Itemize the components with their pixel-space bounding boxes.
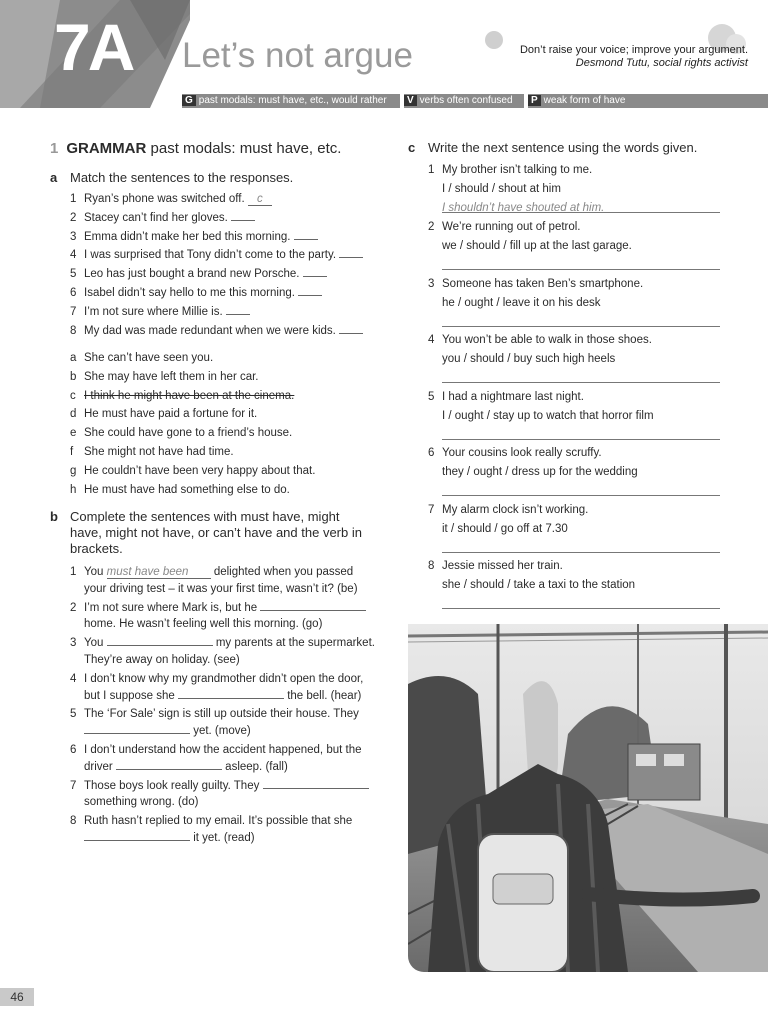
exercise-number: 1 bbox=[50, 140, 59, 157]
answer-line[interactable]: I shouldn’t have shouted at him. bbox=[442, 201, 605, 214]
part-a-responses bbox=[70, 349, 390, 499]
part-a-sentences bbox=[70, 190, 390, 340]
part-c-item-6: 6 Your cousins look really scruffy. they / ought / dress up for the wedding bbox=[428, 447, 638, 478]
answer-line[interactable] bbox=[442, 495, 720, 496]
instruction-text: Complete the sentences with must have, might bbox=[70, 509, 340, 524]
exercise-1-heading bbox=[50, 140, 341, 157]
part-c-item-4: 4 You won’t be able to walk in those shoes. you / should / buy such high heels bbox=[428, 334, 652, 365]
part-c-item-3: 3 Someone has taken Ben’s smartphone. he / ought / leave it on his desk bbox=[428, 278, 644, 309]
tag-text: past modals: must have, etc., would rather bbox=[198, 95, 387, 106]
answer-blank[interactable]: c bbox=[248, 194, 272, 206]
tag-grammar bbox=[182, 94, 400, 108]
answer-blank[interactable] bbox=[107, 634, 213, 646]
tag-letter: V bbox=[404, 95, 417, 106]
answer-blank[interactable] bbox=[339, 322, 363, 334]
part-letter: b bbox=[50, 509, 58, 524]
list-item: 3 You my parents at the supermarket. bbox=[70, 634, 390, 653]
list-item: e She could have gone to a friend’s house. bbox=[70, 427, 293, 440]
exercise-title-bold: GRAMMAR bbox=[66, 140, 147, 157]
list-item: 2 I’m not sure where Mark is, but he bbox=[70, 599, 390, 618]
answer-blank[interactable] bbox=[263, 777, 369, 789]
quote-source: Desmond Tutu, social rights activist bbox=[575, 57, 748, 69]
answer-blank[interactable] bbox=[339, 246, 363, 258]
photo-girl-on-platform bbox=[408, 624, 768, 972]
list-item: 5 Leo has just bought a brand new Porsche. bbox=[70, 265, 390, 284]
unit-title: Let’s not argue bbox=[182, 36, 413, 75]
tag-pronunciation bbox=[528, 94, 768, 108]
quote bbox=[470, 44, 748, 70]
instruction-text: brackets. bbox=[70, 541, 123, 556]
answer-blank[interactable]: must have been bbox=[107, 567, 211, 579]
list-item: h He must have had something else to do. bbox=[70, 483, 290, 496]
answer-blank[interactable] bbox=[260, 599, 366, 611]
list-item: 6 I don’t understand how the accident happened, but the bbox=[70, 743, 362, 756]
part-a-instruction bbox=[50, 170, 293, 186]
tag-letter: G bbox=[182, 95, 196, 106]
list-item: 4 I don’t know why my grandmother didn’t open the door, bbox=[70, 672, 364, 685]
answer-line[interactable] bbox=[442, 326, 720, 327]
answer-line[interactable] bbox=[442, 439, 720, 440]
part-c-item-5: 5 I had a nightmare last night. I / ought / stay up to watch that horror film bbox=[428, 391, 654, 422]
list-item: 2 Stacey can’t find her gloves. bbox=[70, 209, 390, 228]
tag-text: weak form of have bbox=[543, 95, 626, 106]
part-letter: a bbox=[50, 170, 58, 185]
answer-blank[interactable] bbox=[298, 284, 322, 296]
part-b-items: 1 You must have been delighted when you passed your driving test – it was your first time, wasn’t it? (be) 2 I’m not sure where Mark is, but he home. He wasn’t feeling well this morning. (go) 3 You my parents at the supermarket. They’re away on holiday. (see) 4 I don’t know why my grandmother didn’t open the door, but I suppose she the bell. (hear) 5 The ‘For Sale’ sign is still up outside their house. They yet. (move) 6 I don’t understand how the accident happened, but the driver asleep. (fall) 7 Those boys look really guilty. They something wrong. (do) 8 Ruth hasn’t replied to my email. It’s possible that she it yet. (read) bbox=[70, 563, 390, 848]
answer-blank[interactable] bbox=[303, 265, 327, 277]
instruction-text: have, might not have, or can’t have and the verb in bbox=[70, 525, 362, 540]
answer-line[interactable] bbox=[442, 269, 720, 270]
tag-vocabulary bbox=[404, 94, 524, 108]
answer-blank[interactable] bbox=[84, 829, 190, 841]
part-c-item-1: 1 My brother isn’t talking to me. I / should / shout at him I shouldn’t have shouted at him. bbox=[428, 161, 728, 217]
list-item: 4 I was surprised that Tony didn’t come to the party. bbox=[70, 246, 390, 265]
part-c-item-2: 2 We’re running out of petrol. we / should / fill up at the last garage. bbox=[428, 221, 632, 252]
answer-blank[interactable] bbox=[231, 209, 255, 221]
part-b-instruction bbox=[50, 509, 390, 557]
list-item: f She might not have had time. bbox=[70, 445, 234, 458]
list-item: 1 You must have been delighted when you passed bbox=[70, 566, 354, 578]
part-c-instruction bbox=[408, 140, 697, 156]
instruction-text: Match the sentences to the responses. bbox=[70, 170, 294, 185]
answer-blank[interactable] bbox=[178, 687, 284, 699]
answer-blank[interactable] bbox=[116, 758, 222, 770]
list-item: 3 Emma didn’t make her bed this morning. bbox=[70, 228, 390, 247]
tag-text: verbs often confused bbox=[419, 95, 513, 106]
unit-number: 7A bbox=[54, 10, 133, 84]
part-c-item-8: 8 Jessie missed her train. she / should / take a taxi to the station bbox=[428, 560, 636, 591]
list-item: c I think he might have been at the cinema. bbox=[70, 389, 295, 402]
page-number: 46 bbox=[0, 988, 34, 1006]
list-item: 7 I’m not sure where Millie is. bbox=[70, 303, 390, 322]
list-item: 5 The ‘For Sale’ sign is still up outside their house. They bbox=[70, 708, 359, 721]
list-item: b She may have left them in her car. bbox=[70, 370, 259, 383]
list-item: 7 Those boys look really guilty. They bbox=[70, 777, 390, 796]
answer-blank[interactable] bbox=[226, 303, 250, 315]
list-item: 8 Ruth hasn’t replied to my email. It’s possible that she bbox=[70, 815, 353, 828]
part-c-item-7: 7 My alarm clock isn’t working. it / should / go off at 7.30 bbox=[428, 504, 589, 535]
tag-letter: P bbox=[528, 95, 541, 106]
answer-line[interactable] bbox=[442, 552, 720, 553]
list-item: 1 Ryan’s phone was switched off. c bbox=[70, 190, 390, 209]
list-item: 8 My dad was made redundant when we were kids. bbox=[70, 322, 390, 341]
list-item: 6 Isabel didn’t say hello to me this morning. bbox=[70, 284, 390, 303]
instruction-text: Write the next sentence using the words given. bbox=[428, 140, 698, 155]
answer-line[interactable] bbox=[442, 382, 720, 383]
list-item: g He couldn’t have been very happy about that. bbox=[70, 464, 316, 477]
answer-blank[interactable] bbox=[84, 722, 190, 734]
part-letter: c bbox=[408, 140, 416, 155]
list-item: a She can’t have seen you. bbox=[70, 352, 214, 364]
quote-text: Don’t raise your voice; improve your argument. bbox=[519, 44, 748, 56]
list-item: d He must have paid a fortune for it. bbox=[70, 408, 258, 421]
answer-rule bbox=[442, 212, 720, 213]
exercise-title: past modals: must have, etc. bbox=[150, 140, 342, 157]
answer-line[interactable] bbox=[442, 608, 720, 609]
answer-blank[interactable] bbox=[294, 228, 318, 240]
